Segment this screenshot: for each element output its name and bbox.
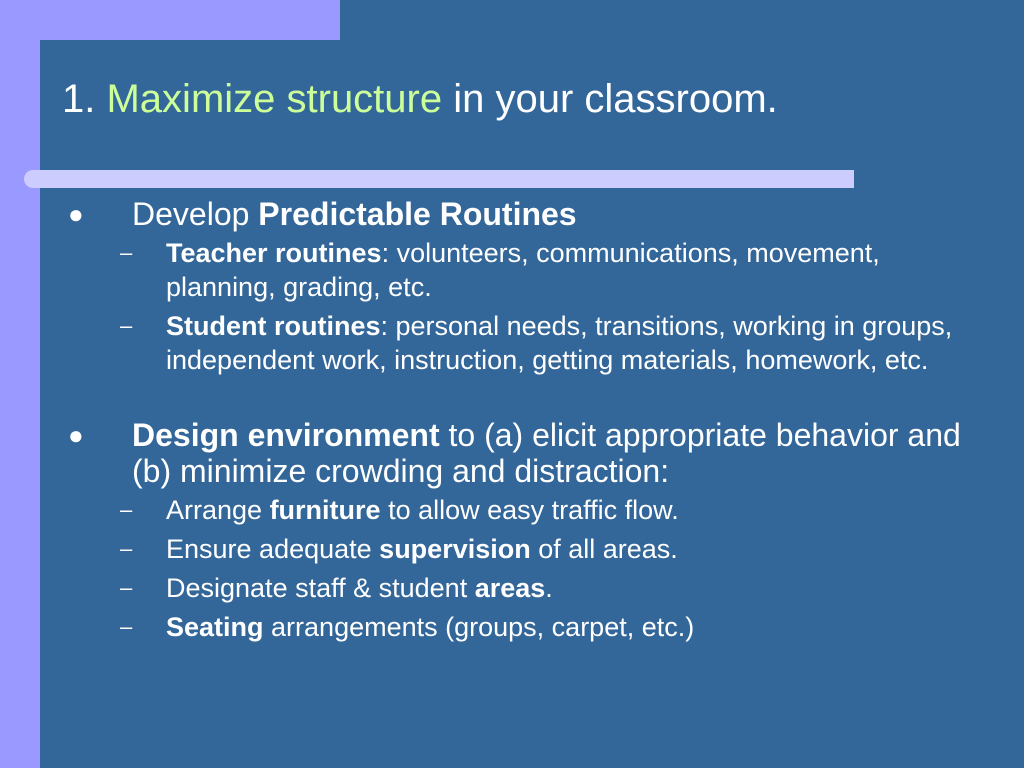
sub-list [120, 493, 982, 644]
bullet-tail: to (a) elicit appropriate behavior and (b) minimize crowding and distraction: [132, 417, 961, 489]
sub-post: : personal needs, transitions, working in groups, independent work, instruction, getting materials, homework, etc. [166, 311, 953, 375]
bullet-text [132, 417, 982, 489]
slide-title [62, 76, 778, 122]
sub-post: to allow easy traffic flow. [380, 495, 679, 525]
sub-pre: Arrange [166, 495, 270, 525]
frame-corner [40, 40, 80, 80]
bullet-dot-icon: ● [68, 420, 84, 450]
bullet-bold: Design environment [132, 417, 440, 453]
sub-item-areas [62, 571, 982, 605]
sub-pre: Designate staff & student [166, 573, 475, 603]
sub-item-seating [62, 610, 982, 644]
sub-item-teacher-routines [62, 236, 982, 304]
dash-icon: – [120, 536, 133, 561]
sub-bold: Seating [166, 612, 264, 642]
sub-bold: areas [474, 573, 546, 603]
sub-post: of all areas. [530, 534, 678, 564]
title-rest: in your classroom. [442, 77, 778, 121]
bullet-design-environment [62, 417, 982, 644]
title-number: 1. [62, 77, 107, 121]
dash-icon: – [120, 575, 133, 600]
sub-item-supervision [62, 532, 982, 566]
sub-post: . [545, 573, 553, 603]
slide-body [62, 196, 982, 649]
sub-bold: supervision [379, 534, 531, 564]
bullet-lead: Develop [132, 196, 259, 232]
sub-list [120, 236, 982, 377]
sub-pre: Ensure adequate [166, 534, 380, 564]
sub-bold: Teacher routines [166, 238, 382, 268]
bullet-text [132, 196, 982, 232]
dash-icon: – [120, 614, 133, 639]
dash-icon: – [120, 240, 133, 265]
dash-icon: – [120, 497, 133, 522]
bullet-bold: Predictable Routines [258, 196, 577, 232]
bullet-predictable-routines [62, 196, 982, 377]
sub-item-student-routines [62, 309, 982, 377]
title-accent: Maximize structure [106, 77, 443, 121]
sub-bold: furniture [269, 495, 381, 525]
bullet-dot-icon: ● [68, 199, 84, 229]
frame-top-block [0, 0, 340, 40]
title-divider [24, 170, 854, 188]
sub-post: : volunteers, communications, movement, planning, grading, etc. [166, 238, 880, 302]
sub-post: arrangements (groups, carpet, etc.) [263, 612, 695, 642]
frame-left-bar [0, 0, 40, 768]
sub-bold: Student routines [166, 311, 381, 341]
sub-item-furniture [62, 493, 982, 527]
dash-icon: – [120, 313, 133, 338]
